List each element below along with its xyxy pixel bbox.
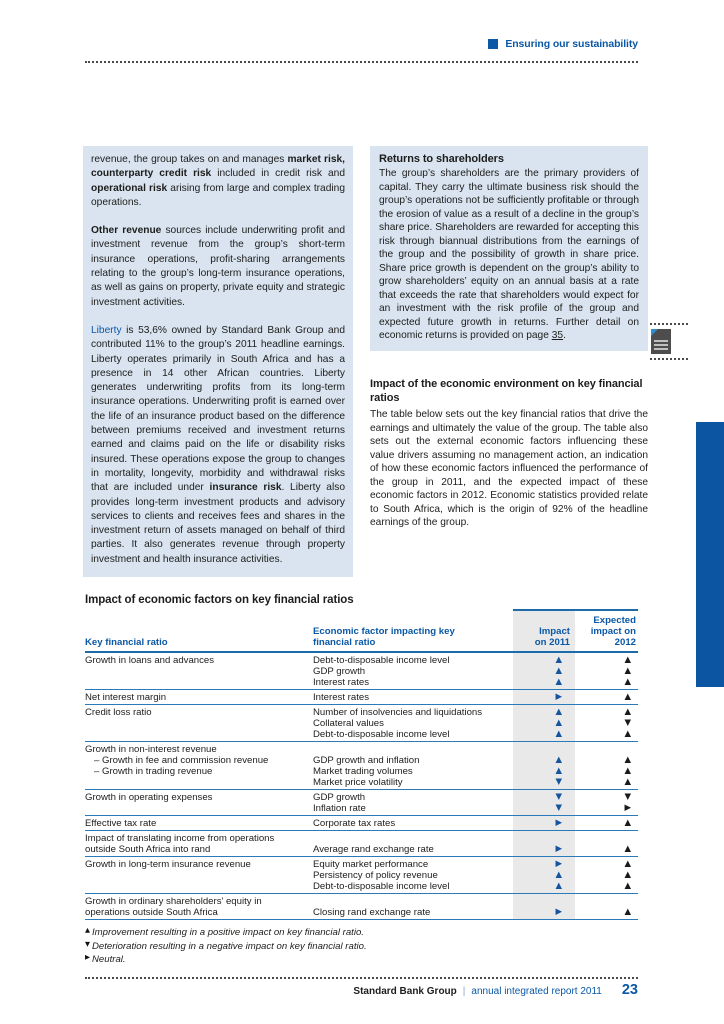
factor-line [313, 655, 638, 666]
economic-factor: Debt-to-disposable income level [313, 729, 450, 740]
factor-line [313, 803, 638, 814]
table-row [85, 894, 638, 920]
impact-2012-up-icon: ▲ [624, 755, 631, 765]
returns-to-shareholders-box [370, 146, 648, 351]
text-run: Other revenue [91, 225, 162, 237]
impact-2012-up-icon: ▲ [624, 766, 631, 776]
economic-factor: Debt-to-disposable income level [313, 655, 450, 666]
factors-cell [313, 692, 638, 703]
impact-2012-up-icon: ▲ [624, 859, 631, 869]
key-financial-ratio-cell [85, 818, 313, 829]
impact-2012-up-icon: ▲ [624, 870, 631, 880]
financial-ratios-table [85, 594, 638, 966]
factor-line [313, 729, 638, 740]
section-edge-tab [696, 422, 724, 687]
impact-2012-up-icon: ▲ [624, 907, 631, 917]
key-financial-ratio-cell [85, 792, 313, 814]
text-run: Liberty [91, 324, 122, 336]
header-line: impact on [590, 626, 636, 637]
factor-line [313, 766, 638, 777]
factors-cell [313, 792, 638, 814]
footer-separator: | [462, 986, 466, 997]
text-run: . [563, 330, 566, 341]
footnote [85, 939, 638, 953]
header-line: on 2011 [534, 637, 570, 648]
cross-reference-note[interactable] [650, 323, 688, 360]
impact-2012-up-icon: ▲ [624, 655, 631, 665]
text-run: insurance risk [209, 482, 282, 494]
table-row [85, 790, 638, 816]
paragraph-risk [91, 153, 345, 210]
impact-2012-up-icon: ▲ [624, 692, 631, 702]
economic-environment-section [370, 378, 648, 530]
impact-2012-up-icon: ▲ [624, 818, 631, 828]
text-run: market risk, counterparty credit risk [91, 154, 346, 180]
ratio-line: Impact of translating income from operations [85, 833, 275, 844]
table-header-row [85, 609, 638, 653]
header-line: Key financial ratio [85, 637, 168, 648]
left-column-box [83, 146, 353, 577]
factors-cell [313, 833, 638, 855]
ratio-line: outside South Africa into rand [85, 844, 211, 855]
factor-line [313, 718, 638, 729]
impact-2012-up-icon: ▲ [624, 881, 631, 891]
key-financial-ratio-cell [85, 744, 313, 788]
economic-factor: Interest rates [313, 677, 369, 688]
economic-factor: Inflation rate [313, 803, 366, 814]
economic-factor: GDP growth and inflation [313, 755, 420, 766]
table-row [85, 690, 638, 705]
page-reference-link[interactable]: 35 [551, 330, 564, 341]
footnote-neutral-icon: ▶ [85, 953, 90, 961]
impact-2011-neutral-icon: ▶ [555, 818, 562, 828]
footnote-down-icon: ▼ [85, 939, 90, 948]
impact-2011-up-icon: ▲ [555, 718, 562, 728]
impact-2012-down-icon: ▼ [624, 718, 631, 728]
factors-cell [313, 896, 638, 918]
page-number: 23 [621, 982, 638, 998]
economic-environment-body: The table below sets out the key financial ratios that drive the earnings and ultimately the value of the group. The table also sets out the external economic factors influencing these value drivers assuming no management action, an indication of how these economic factors influenced the performance of the group in 2011, and the expected impact of these economic factors in 2012. Economic statistics provided relate to South Africa, which is the origin of 92% of the headline earnings of the group. [370, 409, 648, 528]
key-financial-ratio-cell [85, 833, 313, 855]
note-divider-bottom [650, 358, 688, 360]
ratio-line: – Growth in trading revenue [94, 766, 213, 777]
report-document-icon[interactable] [651, 329, 671, 354]
impact-2011-up-icon: ▲ [555, 755, 562, 765]
table-row [85, 653, 638, 690]
table-header-impact2012 [575, 615, 638, 648]
factor-line [313, 692, 638, 703]
text-run: operational risk [91, 182, 168, 194]
section-marker-icon [488, 39, 498, 49]
text-run: revenue, the group takes on and manages [91, 154, 288, 165]
header-line: Impact [539, 626, 570, 637]
factor-line [313, 907, 638, 918]
ratio-line: Growth in ordinary shareholders’ equity in [85, 896, 262, 907]
returns-body [379, 167, 639, 343]
header-line: financial ratio [313, 637, 376, 648]
ratio-line: Growth in operating expenses [85, 792, 213, 803]
factor-line [313, 677, 638, 688]
header-line: 2012 [614, 637, 636, 648]
impact-2012-up-icon: ▲ [624, 707, 631, 717]
table-row [85, 857, 638, 894]
table-row [85, 816, 638, 831]
header-line: Economic factor impacting key [313, 626, 455, 637]
text-run: sources include underwriting profit and investment revenue from the group’s short-term insurance operations, profit-sharing arrangements relating to the group’s long-term insurance operations, as well as gains on property, private equity and strategic investment activities. [91, 225, 345, 308]
impact-2011-up-icon: ▲ [555, 729, 562, 739]
economic-factor: GDP growth [313, 666, 366, 677]
ratio-line: – Growth in fee and commission revenue [94, 755, 269, 766]
impact-2012-up-icon: ▲ [624, 666, 631, 676]
footnote [85, 925, 638, 939]
economic-factor: Interest rates [313, 692, 369, 703]
impact-2011-down-icon: ▼ [555, 777, 562, 787]
economic-factor: Collateral values [313, 718, 384, 729]
factor-line [313, 844, 638, 855]
footnote-up-icon: ▲ [85, 926, 90, 934]
factors-cell [313, 655, 638, 688]
ratio-line: Effective tax rate [85, 818, 157, 829]
impact-2012-up-icon: ▲ [624, 729, 631, 739]
impact-2011-up-icon: ▲ [555, 666, 562, 676]
impact-2011-up-icon: ▲ [555, 870, 562, 880]
factors-cell [313, 859, 638, 892]
footnote-text: Deterioration resulting in a negative impact on key financial ratio. [92, 940, 367, 952]
factor-line [313, 870, 638, 881]
page-header [85, 38, 638, 50]
footnote-text: Improvement resulting in a positive impact on key financial ratio. [92, 927, 364, 938]
economic-factor: Number of insolvencies and liquidations [313, 707, 483, 718]
header-divider [85, 61, 638, 63]
table-body [85, 609, 638, 920]
table-title: Impact of economic factors on key financial ratios [85, 594, 354, 606]
key-financial-ratio-cell [85, 859, 313, 892]
impact-2012-up-icon: ▲ [624, 677, 631, 687]
impact-2011-up-icon: ▲ [555, 881, 562, 891]
table-header-impact2011 [513, 626, 575, 648]
impact-2011-up-icon: ▲ [555, 766, 562, 776]
economic-factor: Debt-to-disposable income level [313, 881, 450, 892]
key-financial-ratio-cell [85, 692, 313, 703]
impact-2012-down-icon: ▼ [624, 792, 631, 802]
economic-factor: Equity market performance [313, 859, 429, 870]
economic-factor: GDP growth [313, 792, 366, 803]
factor-line [313, 818, 638, 829]
impact-2011-up-icon: ▲ [555, 655, 562, 665]
ratio-line: Growth in loans and advances [85, 655, 215, 666]
impact-2012-up-icon: ▲ [624, 777, 631, 787]
text-run: The group’s shareholders are the primary providers of capital. They carry the ultimate business risk should the group’s operations not be sufficiently profitable or through the erosion of value as a result of a decline in the group’s share price. Shareholders are rewarded for accepting this risk through biannual distributions from the earnings of the group and the possibility of growth in share price. Share price growth is dependent on the group’s ability to grow shareholders’ equity on an annual basis at a rate that exceeds the rate that shareholders would expect for an investment with the risk profile of the group and expected future growth in returns. Further detail on economic returns is provided on page [379, 168, 639, 341]
table-row [85, 705, 638, 742]
impact-2012-neutral-icon: ▶ [624, 803, 631, 813]
impact-2011-up-icon: ▲ [555, 707, 562, 717]
factor-line [313, 881, 638, 892]
ratio-line: Growth in non-interest revenue [85, 744, 217, 755]
text-run: is 53,6% owned by Standard Bank Group and contributed 11% to the group’s 2011 headline earnings. Liberty operates primarily in South Africa and has a presence in 14 other African countries. Liberty generates underwriting profits from its long-term insurance operations. Underwriting profit is earned over the life of an insurance product based on the difference between premiums received and investment returns earned and claims paid on the life or disability risks insured. These operations expose the group to changes in mortality, longevity, morbidity and withdrawal risks that are included under [91, 324, 345, 494]
paragraph-other-revenue [91, 224, 345, 310]
economic-factor: Corporate tax rates [313, 818, 396, 829]
note-divider-top [650, 323, 688, 325]
economic-factor: Persistency of policy revenue [313, 870, 438, 881]
factor-line [313, 792, 638, 803]
factor-line [313, 707, 638, 718]
doc-icon-line [654, 344, 668, 346]
factors-cell [313, 744, 638, 788]
key-financial-ratio-cell [85, 896, 313, 918]
factors-cell [313, 818, 638, 829]
economic-environment-heading: Impact of the economic environment on key financial ratios [370, 378, 643, 404]
paragraph-liberty [91, 324, 345, 567]
footer-divider [85, 977, 638, 979]
key-financial-ratio-cell [85, 655, 313, 688]
doc-icon-line [654, 348, 668, 350]
table-row [85, 831, 638, 857]
economic-factor: Market price volatility [313, 777, 403, 788]
impact-2012-up-icon: ▲ [624, 844, 631, 854]
section-title: Ensuring our sustainability [505, 38, 638, 50]
economic-factor: Average rand exchange rate [313, 844, 434, 855]
impact-2011-neutral-icon: ▶ [555, 844, 562, 854]
ratio-line: Growth in long-term insurance revenue [85, 859, 251, 870]
impact-2011-neutral-icon: ▶ [555, 692, 562, 702]
economic-factor: Closing rand exchange rate [313, 907, 431, 918]
text-run: included in credit risk and [211, 168, 345, 180]
footnote-text: Neutral. [92, 954, 126, 965]
footer-brand: Standard Bank Group [353, 986, 457, 997]
doc-icon-line [654, 340, 668, 342]
factor-line [313, 666, 638, 677]
factor-line [313, 777, 638, 788]
text-run: . Liberty also provides long-term investment products and advisory services to clients and receives fees and shares in the investment return of assets managed on behalf of third parties. It also generates revenue through property investment and health insurance activities. [91, 482, 345, 565]
table-rows [85, 653, 638, 920]
table-header-factor [313, 626, 513, 648]
impact-2011-down-icon: ▼ [555, 792, 562, 802]
impact-2011-neutral-icon: ▶ [555, 859, 562, 869]
ratio-line: Net interest margin [85, 692, 167, 703]
footnote [85, 952, 638, 966]
ratio-line: operations outside South Africa [85, 907, 218, 918]
text-run: arising from large and complex trading operations. [91, 182, 345, 208]
factors-cell [313, 707, 638, 740]
factor-line [313, 755, 638, 766]
table-header-ratio [85, 637, 313, 648]
factor-line [313, 859, 638, 870]
impact-2011-neutral-icon: ▶ [555, 907, 562, 917]
economic-factor: Market trading volumes [313, 766, 413, 777]
impact-2011-up-icon: ▲ [555, 677, 562, 687]
returns-heading: Returns to shareholders [379, 153, 504, 165]
key-financial-ratio-cell [85, 707, 313, 740]
table-row [85, 742, 638, 790]
table-footnotes [85, 925, 638, 966]
ratio-line: Credit loss ratio [85, 707, 152, 718]
header-line: Expected [593, 615, 636, 626]
impact-2011-down-icon: ▼ [555, 803, 562, 813]
footer-report-title: annual integrated report 2011 [471, 986, 602, 997]
page-footer [85, 982, 638, 998]
